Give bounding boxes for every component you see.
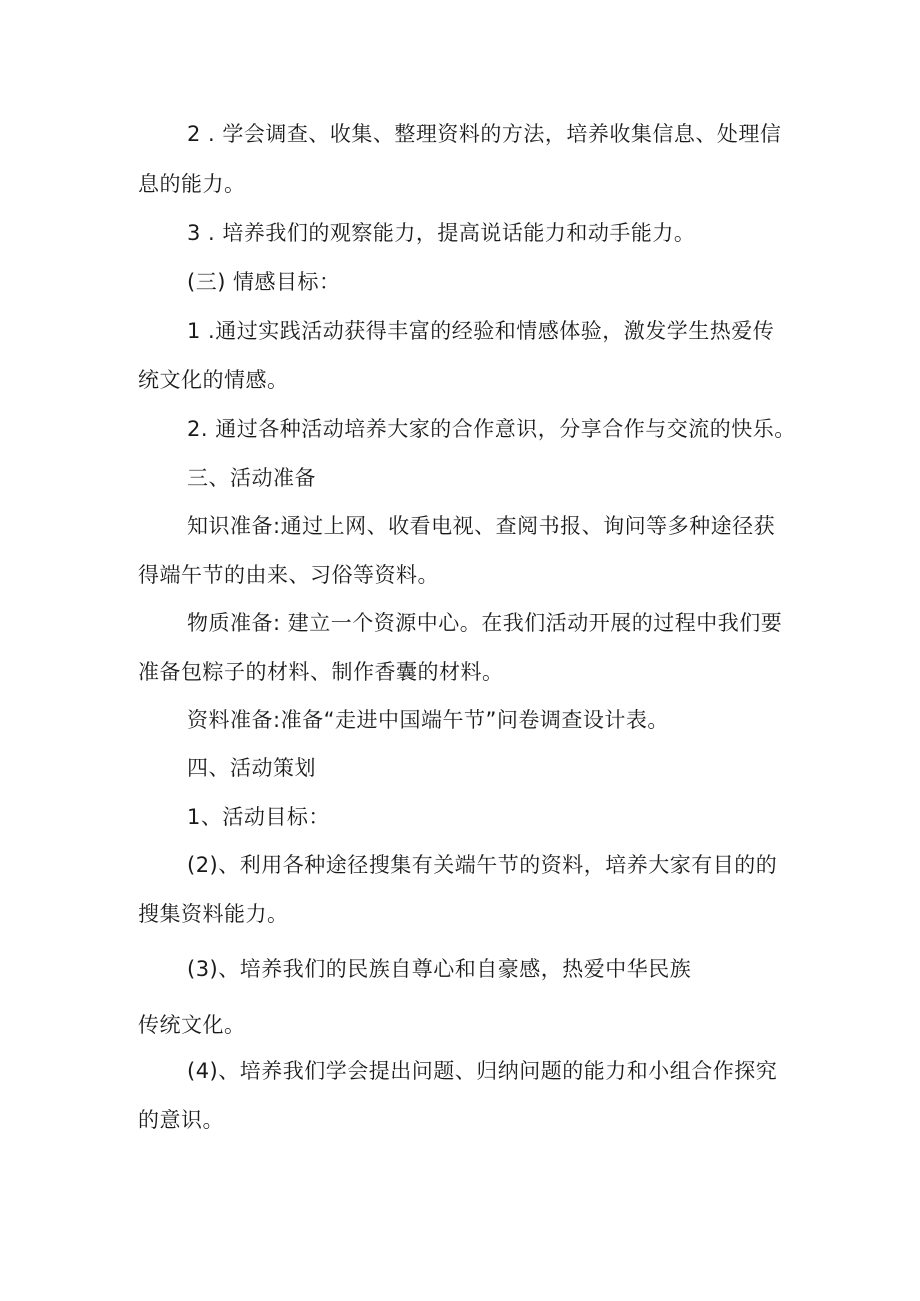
section-heading: 四、活动策划 bbox=[187, 756, 316, 780]
text-line: 得端午节的由来、习俗等资料。 bbox=[138, 563, 439, 587]
text-line: 搜集资料能力。 bbox=[138, 902, 289, 926]
text-line: (2)、利用各种途径搜集有关端午节的资料，培养大家有目的的 bbox=[187, 853, 778, 877]
text-line: 1、活动目标： bbox=[187, 805, 330, 829]
text-line: 传统文化。 bbox=[138, 1013, 246, 1037]
text-line: 资料准备:准备“走进中国端午节”问卷调查设计表。 bbox=[187, 708, 669, 732]
text-line: 统文化的情感。 bbox=[138, 368, 289, 392]
text-line: 3 . 培养我们的观察能力，提高说话能力和动手能力。 bbox=[187, 221, 696, 245]
text-line: 2 . 学会调查、收集、整理资料的方法，培养收集信息、处理信 bbox=[187, 122, 782, 146]
text-line: (3)、培养我们的民族自尊心和自豪感，热爱中华民族 bbox=[187, 957, 692, 981]
text-line: 物质准备: 建立一个资源中心。在我们活动开展的过程中我们要 bbox=[187, 611, 783, 635]
text-line: 2. 通过各种活动培养大家的合作意识，分享合作与交流的快乐。 bbox=[187, 417, 796, 441]
text-line: 准备包粽子的材料、制作香囊的材料。 bbox=[138, 660, 504, 684]
text-line: (4)、培养我们学会提出问题、归纳问题的能力和小组合作探究 bbox=[187, 1059, 778, 1083]
text-line: 的意识。 bbox=[138, 1108, 224, 1132]
text-line: 息的能力。 bbox=[138, 172, 246, 196]
section-heading: (三) 情感目标： bbox=[187, 270, 341, 294]
text-line: 1 .通过实践活动获得丰富的经验和情感体验，激发学生热爱传 bbox=[187, 319, 775, 343]
section-heading: 三、活动准备 bbox=[187, 466, 316, 490]
text-line: 知识准备:通过上网、收看电视、查阅书报、询问等多种途径获 bbox=[187, 514, 776, 538]
